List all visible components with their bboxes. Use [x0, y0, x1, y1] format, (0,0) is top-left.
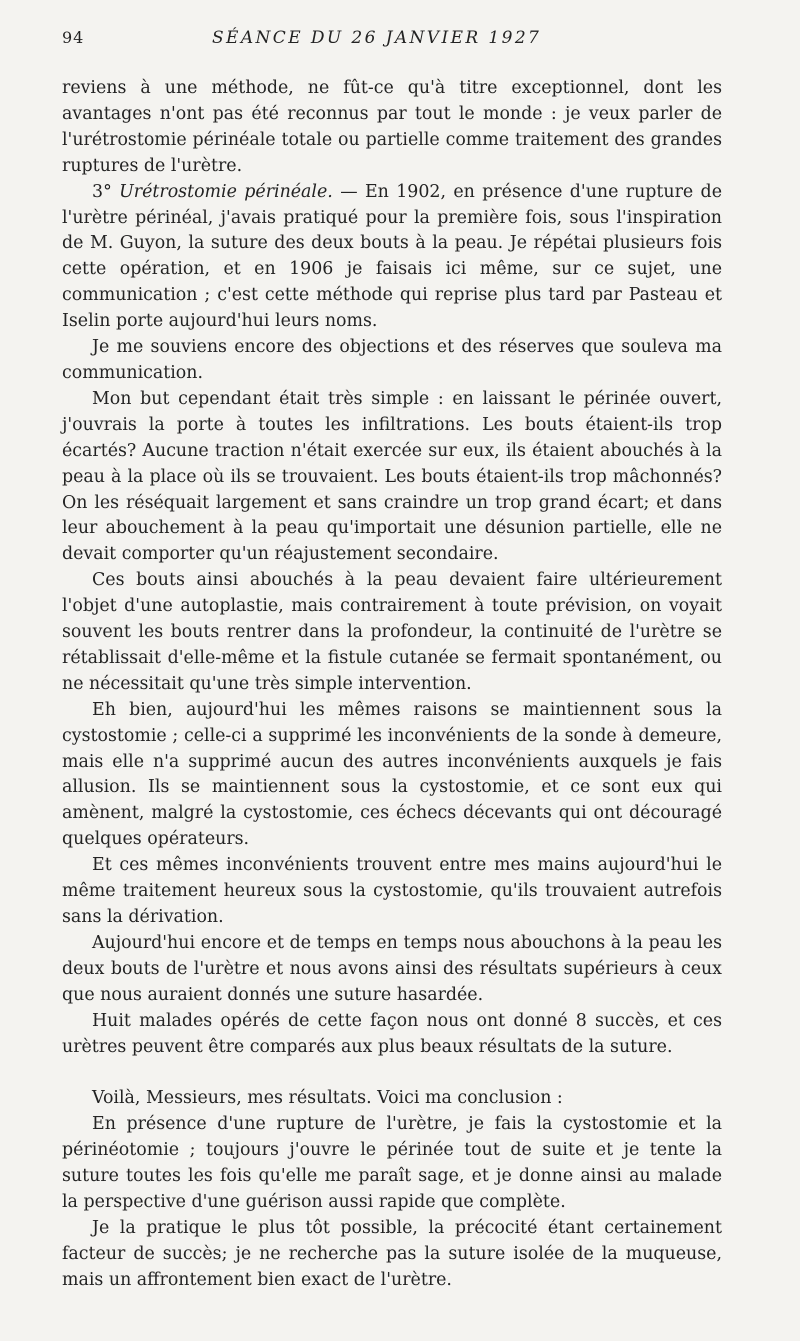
section-title: Urétrostomie périnéale. — [119, 181, 333, 202]
page-number: 94 — [62, 28, 85, 47]
body-text — [62, 76, 722, 1294]
paragraph-continuation: reviens à une méthode, ne fût-ce qu'à titre exceptionnel, dont les avantages n'ont pas été reconnus par tout le monde : je veux parler de l'urétrostomie périnéale totale ou partielle comme traitement des grandes ruptures de l'urètre. — [62, 78, 722, 176]
paragraph-objections: Je me souviens encore des objections et des réserves que souleva ma communication. — [62, 337, 722, 383]
paragraph-cystostomy: Eh bien, aujourd'hui les mêmes raisons se maintiennent sous la cystostomie ; celle-ci a supprimé les inconvénients de la sonde à demeure, mais elle n'a supprimé aucun des autres inconvénients auxquels je fais allusion. Ils se maintiennent sous la cystostomie, et ce sont eux qui amènent, malgré la cystostomie, ces échecs décevants qui ont découragé quelques opérateurs. — [62, 699, 722, 850]
paragraph-conclusion-intro: Voilà, Messieurs, mes résultats. Voici ma conclusion : — [92, 1088, 563, 1109]
paragraph-same-treatment: Et ces mêmes inconvénients trouvent entre mes mains aujourd'hui le même traitement heureux sous la cystostomie, qu'ils trouvaient autrefois sans la dérivation. — [62, 855, 722, 927]
section-number: 3° — [92, 181, 112, 202]
page-header — [62, 28, 722, 58]
section-text: — En 1902, en présence d'une rupture de l'urètre périnéal, j'avais pratiqué pour la première fois, sous l'inspiration de M. Guyon, la suture des deux bouts à la peau. Je répétai plusieurs fois cette opération, et en 1906 je faisais ici même, sur ce sujet, une communication ; c'est cette méthode qui reprise plus tard par Pasteau et Iselin porte aujourd'hui leurs noms. — [62, 181, 722, 332]
paragraph-urethrostomy — [62, 180, 722, 335]
paragraph-goal: Mon but cependant était très simple : en laissant le périnée ouvert, j'ouvrais la porte à toutes les infiltrations. Les bouts étaient-ils trop écartés? Aucune traction n'était exercée sur eux, ils étaient abouchés à la peau à la place où ils se trouvaient. Les bouts étaient-ils trop mâchonnés? On les réséquait largement et sans craindre un trop grand écart; et dans leur abouchement à la peau qu'importait une désunion partielle, elle ne devait comporter qu'un réajustement secondaire. — [62, 388, 722, 565]
running-title: SÉANCE DU 26 JANVIER 1927 — [212, 28, 542, 48]
paragraph-today: Aujourd'hui encore et de temps en temps nous abouchons à la peau les deux bouts de l'urètre et nous avons ainsi des résultats supérieurs à ceux que nous auraient donnés une suture hasardée. — [62, 932, 722, 1005]
paragraph-final: Je la pratique le plus tôt possible, la précocité étant certainement facteur de succès; je ne recherche pas la suture isolée de la muqueuse, mais un affrontement bien exact de l'urètre. — [62, 1217, 722, 1290]
paragraph-autoplasty: Ces bouts ainsi abouchés à la peau devaient faire ultérieurement l'objet d'une autoplastie, mais contrairement à toute prévision, on voyait souvent les bouts rentrer dans la profondeur, la continuité de l'urètre se rétablissait d'elle-même et la fistule cutanée se fermait spontanément, ou ne nécessitait qu'une très simple intervention. — [62, 570, 722, 694]
paragraph-conclusion: En présence d'une rupture de l'urètre, je fais la cystostomie et la périnéotomie ; toujours j'ouvre le périnée tout de suite et je tente la suture toutes les fois qu'elle me paraît sage, et je donne ainsi au malade la perspective d'une guérison aussi rapide que complète. — [62, 1114, 722, 1213]
paragraph-results: Huit malades opérés de cette façon nous ont donné 8 succès, et ces urètres peuvent être comparés aux plus beaux résultats de la suture. — [62, 1010, 722, 1057]
